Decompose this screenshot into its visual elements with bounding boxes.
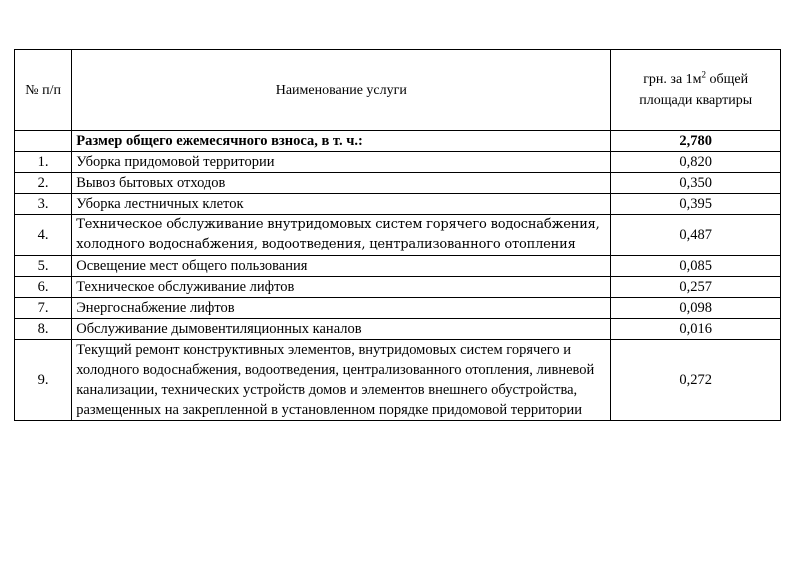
header-number: № п/п bbox=[15, 50, 72, 131]
row-number: 7. bbox=[15, 298, 72, 319]
row-service-name: Уборка придомовой территории bbox=[72, 152, 611, 173]
total-number bbox=[15, 131, 72, 152]
row-number: 8. bbox=[15, 319, 72, 340]
row-service-name: Уборка лестничных клеток bbox=[72, 194, 611, 215]
row-number: 6. bbox=[15, 277, 72, 298]
table-row bbox=[15, 298, 781, 319]
table-row bbox=[15, 319, 781, 340]
table-row bbox=[15, 152, 781, 173]
row-value: 0,820 bbox=[611, 152, 781, 173]
row-value: 0,085 bbox=[611, 256, 781, 277]
table-row bbox=[15, 215, 781, 256]
header-price-superscript: 2 bbox=[701, 69, 707, 80]
total-value: 2,780 bbox=[611, 131, 781, 152]
row-service-name: Энергоснабжение лифтов bbox=[72, 298, 611, 319]
row-service-name: Текущий ремонт конструктивных элементов, внутридомовых систем горячего и холодного водоснабжения, водоотведения, централизованного отопления, ливневой канализации, технических устройств домов и элементов внешнего обустройства, размещенных на закрепленной в установленном порядке придомовой территории bbox=[72, 340, 611, 421]
row-number: 3. bbox=[15, 194, 72, 215]
row-number: 2. bbox=[15, 173, 72, 194]
row-service-name: Техническое обслуживание лифтов bbox=[72, 277, 611, 298]
row-number: 5. bbox=[15, 256, 72, 277]
header-service-name: Наименование услуги bbox=[72, 50, 611, 131]
row-service-name: Вывоз бытовых отходов bbox=[72, 173, 611, 194]
table-header-row bbox=[15, 50, 781, 131]
row-value: 0,487 bbox=[611, 215, 781, 256]
table-row bbox=[15, 340, 781, 421]
table-row bbox=[15, 173, 781, 194]
row-value: 0,350 bbox=[611, 173, 781, 194]
table-row bbox=[15, 277, 781, 298]
row-number: 4. bbox=[15, 215, 72, 256]
row-value: 0,016 bbox=[611, 319, 781, 340]
row-value: 0,272 bbox=[611, 340, 781, 421]
row-value: 0,098 bbox=[611, 298, 781, 319]
header-price-suffix: общей площади квартиры bbox=[639, 72, 753, 108]
row-service-name: Обслуживание дымовентиляционных каналов bbox=[72, 319, 611, 340]
table-row bbox=[15, 256, 781, 277]
row-service-name: Освещение мест общего пользования bbox=[72, 256, 611, 277]
header-price bbox=[611, 50, 781, 131]
table-row bbox=[15, 194, 781, 215]
row-value: 0,257 bbox=[611, 277, 781, 298]
row-service-name: Техническое обслуживание внутридомовых систем горячего водоснабжения, холодного водоснабжения, водоотведения, централизованного отопления bbox=[72, 215, 611, 256]
total-row bbox=[15, 131, 781, 152]
row-value: 0,395 bbox=[611, 194, 781, 215]
services-tariff-table bbox=[14, 49, 781, 421]
row-number: 1. bbox=[15, 152, 72, 173]
total-label: Размер общего ежемесячного взноса, в т. ч.: bbox=[72, 131, 611, 152]
header-price-prefix: грн. за 1м bbox=[643, 72, 702, 87]
row-number: 9. bbox=[15, 340, 72, 421]
